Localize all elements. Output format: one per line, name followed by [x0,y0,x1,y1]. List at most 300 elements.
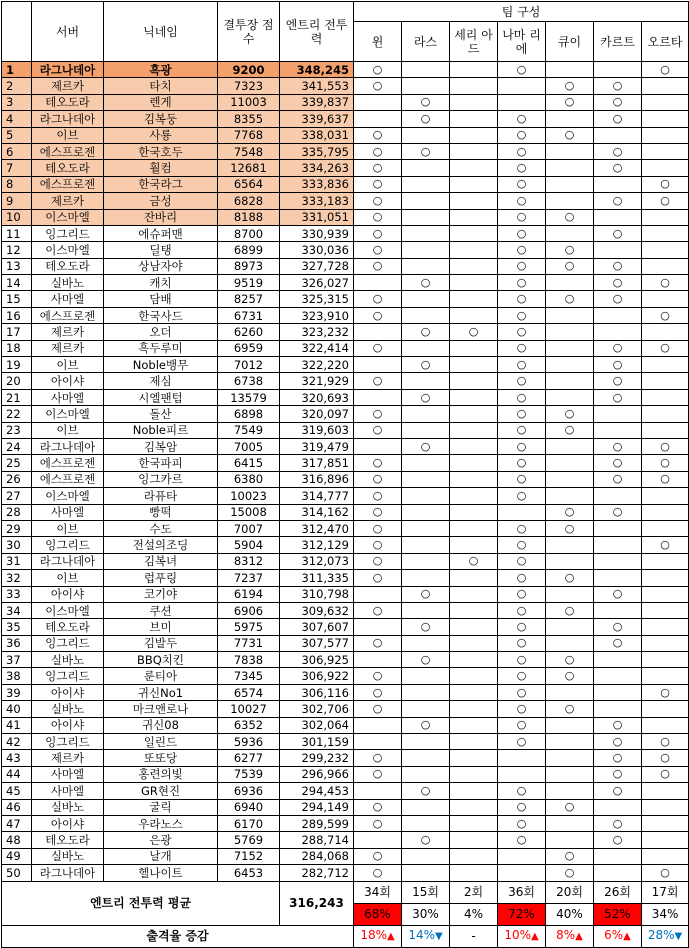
server-cell: 실바노 [32,799,104,815]
member-orta-mark [642,94,689,110]
member-ras-mark [402,258,450,274]
member-ras-mark [402,799,450,815]
power-cell: 338,031 [280,127,354,143]
member-kart-mark [594,406,642,422]
member-win-mark: ○ [354,635,402,651]
score-cell: 10023 [218,488,280,504]
score-cell: 6277 [218,750,280,766]
member-kart-mark: ○ [594,78,642,94]
member-seriad-mark [450,275,498,291]
member-kyui-mark [546,635,594,651]
nickname-cell: 전설의조딩 [104,537,218,553]
table-row [2,127,689,143]
power-cell: 339,837 [280,94,354,110]
server-cell: 잉그리드 [32,668,104,684]
member-win-mark [354,619,402,635]
rank-cell: 37 [2,652,32,668]
member-kyui-mark [546,62,594,78]
nickname-cell: 흑두루미 [104,340,218,356]
rank-cell: 41 [2,717,32,733]
member-win-mark: ○ [354,570,402,586]
member-seriad-mark [450,848,498,864]
score-cell: 7007 [218,520,280,536]
nickname-cell: 잔바리 [104,209,218,225]
member-orta-mark: ○ [642,62,689,78]
member-namarie-mark: ○ [498,586,546,602]
member-orta-mark [642,602,689,618]
member-kyui-mark [546,488,594,504]
member-namarie-mark: ○ [498,520,546,536]
member-kart-mark: ○ [594,766,642,782]
member-orta-mark [642,635,689,651]
up-arrow-icon: ▲ [386,931,395,943]
member-seriad-mark [450,799,498,815]
change-value: 6% [604,928,624,943]
server-cell: 라그나데아 [32,865,104,881]
member-win-mark: ○ [354,766,402,782]
member-seriad-mark [450,193,498,209]
rank-cell: 29 [2,520,32,536]
member-kyui-mark: ○ [546,668,594,684]
nickname-cell: 김발두 [104,635,218,651]
header-rank [2,2,32,62]
nickname-cell: 굴릭 [104,799,218,815]
member-win-mark: ○ [354,242,402,258]
score-cell: 8188 [218,209,280,225]
change-kyui [546,925,594,947]
member-orta-mark: ○ [642,193,689,209]
rank-cell: 30 [2,537,32,553]
power-cell: 299,232 [280,750,354,766]
score-cell: 7323 [218,78,280,94]
member-win-mark: ○ [354,422,402,438]
member-kyui-mark: ○ [546,865,594,881]
rank-cell: 36 [2,635,32,651]
power-cell: 323,910 [280,307,354,323]
member-ras-mark: ○ [402,111,450,127]
member-win-mark: ○ [354,553,402,569]
member-kart-mark: ○ [594,291,642,307]
server-cell: 이스마엘 [32,242,104,258]
table-row [2,176,689,192]
member-namarie-mark: ○ [498,258,546,274]
score-cell: 12681 [218,160,280,176]
member-kyui-mark [546,832,594,848]
member-orta-mark [642,324,689,340]
table-row [2,389,689,405]
server-cell: 사마엘 [32,504,104,520]
member-ras-mark [402,537,450,553]
member-namarie-mark: ○ [498,242,546,258]
member-orta-mark: ○ [642,176,689,192]
count-ras: 15회 [402,881,450,903]
table-row [2,619,689,635]
score-cell: 6574 [218,684,280,700]
nickname-cell: 럽푸링 [104,570,218,586]
member-orta-mark [642,520,689,536]
table-row [2,62,689,78]
server-cell: 테오도라 [32,258,104,274]
member-kyui-mark [546,143,594,159]
member-kyui-mark: ○ [546,127,594,143]
member-orta-mark [642,357,689,373]
rate-kart: 52% [594,903,642,925]
server-cell: 실바노 [32,848,104,864]
member-namarie-mark: ○ [498,143,546,159]
rank-cell: 34 [2,602,32,618]
rank-cell: 21 [2,389,32,405]
power-cell: 331,051 [280,209,354,225]
score-cell: 15008 [218,504,280,520]
server-cell: 제르카 [32,750,104,766]
member-ras-mark [402,78,450,94]
ranking-sheet [1,1,689,948]
score-cell: 7768 [218,127,280,143]
member-kyui-mark: ○ [546,422,594,438]
change-seriad [450,925,498,947]
member-seriad-mark [450,783,498,799]
member-kart-mark [594,127,642,143]
server-cell: 아이샤 [32,586,104,602]
nickname-cell: 시엘팬텀 [104,389,218,405]
rank-cell: 8 [2,176,32,192]
table-row [2,865,689,881]
power-cell: 335,795 [280,143,354,159]
server-cell: 잉그리드 [32,225,104,241]
score-cell: 9200 [218,62,280,78]
member-win-mark: ○ [354,127,402,143]
member-kart-mark: ○ [594,471,642,487]
rank-cell: 26 [2,471,32,487]
table-row [2,750,689,766]
power-cell: 320,097 [280,406,354,422]
summary-counts-row [2,881,689,903]
nickname-cell: 귀신No1 [104,684,218,700]
server-cell: 실바노 [32,275,104,291]
member-namarie-mark: ○ [498,455,546,471]
member-kart-mark [594,848,642,864]
change-label: 출격율 증감 [2,925,354,947]
member-kart-mark [594,799,642,815]
power-cell: 317,851 [280,455,354,471]
member-kart-mark [594,209,642,225]
member-kyui-mark [546,750,594,766]
member-namarie-mark: ○ [498,471,546,487]
member-namarie-mark: ○ [498,291,546,307]
member-kart-mark: ○ [594,750,642,766]
member-orta-mark [642,389,689,405]
member-ras-mark [402,766,450,782]
member-orta-mark [642,258,689,274]
member-namarie-mark: ○ [498,225,546,241]
rank-cell: 42 [2,734,32,750]
member-namarie-mark: ○ [498,193,546,209]
member-seriad-mark [450,291,498,307]
member-kart-mark [594,652,642,668]
member-kyui-mark [546,783,594,799]
score-cell: 8973 [218,258,280,274]
score-cell: 6415 [218,455,280,471]
member-win-mark: ○ [354,537,402,553]
rate-seriad: 4% [450,903,498,925]
nickname-cell: 김복암 [104,438,218,454]
member-namarie-mark: ○ [498,635,546,651]
rate-namarie: 72% [498,903,546,925]
score-cell: 6936 [218,783,280,799]
member-namarie-mark [498,848,546,864]
member-win-mark: ○ [354,602,402,618]
member-orta-mark [642,78,689,94]
member-seriad-mark [450,111,498,127]
member-win-mark: ○ [354,455,402,471]
member-kart-mark: ○ [594,225,642,241]
member-seriad-mark [450,701,498,717]
member-namarie-mark: ○ [498,62,546,78]
member-kyui-mark [546,307,594,323]
member-kart-mark [594,62,642,78]
score-cell: 6940 [218,799,280,815]
server-cell: 라그나데아 [32,553,104,569]
member-kyui-mark: ○ [546,848,594,864]
rank-cell: 50 [2,865,32,881]
nickname-cell: 김복녀 [104,553,218,569]
member-win-mark: ○ [354,750,402,766]
table-row [2,324,689,340]
member-kyui-mark [546,717,594,733]
server-cell: 사마엘 [32,291,104,307]
member-kart-mark: ○ [594,389,642,405]
member-win-mark: ○ [354,291,402,307]
member-namarie-mark: ○ [498,324,546,340]
member-namarie-mark: ○ [498,176,546,192]
rank-cell: 24 [2,438,32,454]
table-row [2,734,689,750]
member-ras-mark [402,865,450,881]
member-kart-mark: ○ [594,455,642,471]
member-kart-mark [594,553,642,569]
member-ras-mark [402,815,450,831]
rank-cell: 47 [2,815,32,831]
member-kyui-mark [546,357,594,373]
power-cell: 320,693 [280,389,354,405]
member-win-mark: ○ [354,815,402,831]
member-kart-mark [594,176,642,192]
score-cell: 7237 [218,570,280,586]
member-win-mark: ○ [354,684,402,700]
member-ras-mark: ○ [402,619,450,635]
change-value: - [471,929,476,944]
member-seriad-mark [450,750,498,766]
member-seriad-mark [450,488,498,504]
member-seriad-mark [450,619,498,635]
member-ras-mark [402,176,450,192]
member-namarie-mark: ○ [498,160,546,176]
power-cell: 314,777 [280,488,354,504]
score-cell: 6731 [218,307,280,323]
member-ras-mark [402,504,450,520]
power-cell: 289,599 [280,815,354,831]
member-kyui-mark [546,455,594,471]
header-member-namarie: 나마 리에 [498,22,546,62]
member-namarie-mark: ○ [498,209,546,225]
member-seriad-mark [450,258,498,274]
server-cell: 에스프로젠 [32,455,104,471]
table-row [2,766,689,782]
rank-cell: 44 [2,766,32,782]
nickname-cell: 우라노스 [104,815,218,831]
power-cell: 319,479 [280,438,354,454]
member-win-mark: ○ [354,340,402,356]
member-orta-mark [642,209,689,225]
member-orta-mark [642,815,689,831]
member-orta-mark: ○ [642,865,689,881]
member-namarie-mark: ○ [498,406,546,422]
score-cell: 10027 [218,701,280,717]
rank-cell: 40 [2,701,32,717]
nickname-cell: Noble피르 [104,422,218,438]
member-seriad-mark [450,471,498,487]
member-ras-mark [402,570,450,586]
nickname-cell: 일린드 [104,734,218,750]
member-seriad-mark [450,357,498,373]
member-kart-mark [594,242,642,258]
up-arrow-icon: ▲ [530,931,539,943]
member-kyui-mark [546,160,594,176]
member-ras-mark [402,701,450,717]
server-cell: 제르카 [32,324,104,340]
table-row [2,488,689,504]
change-value: 14% [408,928,435,943]
member-orta-mark [642,701,689,717]
member-namarie-mark: ○ [498,422,546,438]
rank-cell: 33 [2,586,32,602]
member-kart-mark: ○ [594,160,642,176]
member-kart-mark: ○ [594,94,642,110]
score-cell: 11003 [218,94,280,110]
member-win-mark [354,717,402,733]
member-ras-mark [402,160,450,176]
member-kyui-mark: ○ [546,701,594,717]
member-seriad-mark [450,242,498,258]
header-team-composition: 팀 구성 [354,2,689,22]
member-kart-mark: ○ [594,357,642,373]
rank-cell: 48 [2,832,32,848]
table-row [2,291,689,307]
member-namarie-mark: ○ [498,438,546,454]
member-orta-mark [642,291,689,307]
server-cell: 아이샤 [32,684,104,700]
server-cell: 에스프로젠 [32,176,104,192]
rank-cell: 14 [2,275,32,291]
server-cell: 테오도라 [32,94,104,110]
change-kart [594,925,642,947]
member-orta-mark [642,668,689,684]
member-namarie-mark: ○ [498,389,546,405]
power-cell: 314,162 [280,504,354,520]
nickname-cell: 한국사드 [104,307,218,323]
member-seriad-mark [450,504,498,520]
score-cell: 6170 [218,815,280,831]
member-seriad-mark [450,766,498,782]
member-kart-mark: ○ [594,258,642,274]
table-row [2,111,689,127]
count-win: 34회 [354,881,402,903]
member-orta-mark [642,619,689,635]
power-cell: 312,129 [280,537,354,553]
member-seriad-mark [450,684,498,700]
nickname-cell: 코기야 [104,586,218,602]
member-namarie-mark: ○ [498,357,546,373]
header-server: 서버 [32,2,104,62]
member-win-mark: ○ [354,209,402,225]
member-ras-mark [402,471,450,487]
server-cell: 사마엘 [32,389,104,405]
member-orta-mark: ○ [642,537,689,553]
rank-cell: 6 [2,143,32,159]
nickname-cell: 딜탱 [104,242,218,258]
nickname-cell: 날개 [104,848,218,864]
server-cell: 이스마엘 [32,488,104,504]
member-ras-mark [402,193,450,209]
down-arrow-icon: ▼ [434,931,443,943]
server-cell: 아이샤 [32,717,104,733]
member-kart-mark [594,668,642,684]
rank-cell: 12 [2,242,32,258]
power-cell: 296,966 [280,766,354,782]
member-namarie-mark: ○ [498,652,546,668]
up-arrow-icon: ▲ [623,931,631,943]
member-orta-mark [642,373,689,389]
member-kart-mark [594,684,642,700]
server-cell: 에스프로젠 [32,471,104,487]
member-namarie-mark: ○ [498,553,546,569]
score-cell: 5904 [218,537,280,553]
power-cell: 322,220 [280,357,354,373]
table-row [2,520,689,536]
table-row [2,815,689,831]
nickname-cell: BBQ치킨 [104,652,218,668]
member-ras-mark [402,488,450,504]
power-cell: 341,553 [280,78,354,94]
nickname-cell: 귀신08 [104,717,218,733]
table-row [2,799,689,815]
server-cell: 제르카 [32,78,104,94]
member-seriad-mark [450,734,498,750]
score-cell: 6194 [218,586,280,602]
count-seriad: 2회 [450,881,498,903]
nickname-cell: 홍련의빛 [104,766,218,782]
header-member-kyui: 큐이 [546,22,594,62]
member-seriad-mark [450,570,498,586]
member-namarie-mark: ○ [498,832,546,848]
member-win-mark: ○ [354,799,402,815]
member-seriad-mark [450,635,498,651]
member-orta-mark [642,127,689,143]
count-kart: 26회 [594,881,642,903]
table-row [2,225,689,241]
member-namarie-mark: ○ [498,815,546,831]
member-orta-mark: ○ [642,438,689,454]
table-row [2,652,689,668]
table-row [2,193,689,209]
member-orta-mark [642,553,689,569]
server-cell: 라그나데아 [32,111,104,127]
member-win-mark [354,94,402,110]
rank-cell: 15 [2,291,32,307]
member-seriad-mark [450,62,498,78]
member-namarie-mark: ○ [498,307,546,323]
member-win-mark [354,652,402,668]
